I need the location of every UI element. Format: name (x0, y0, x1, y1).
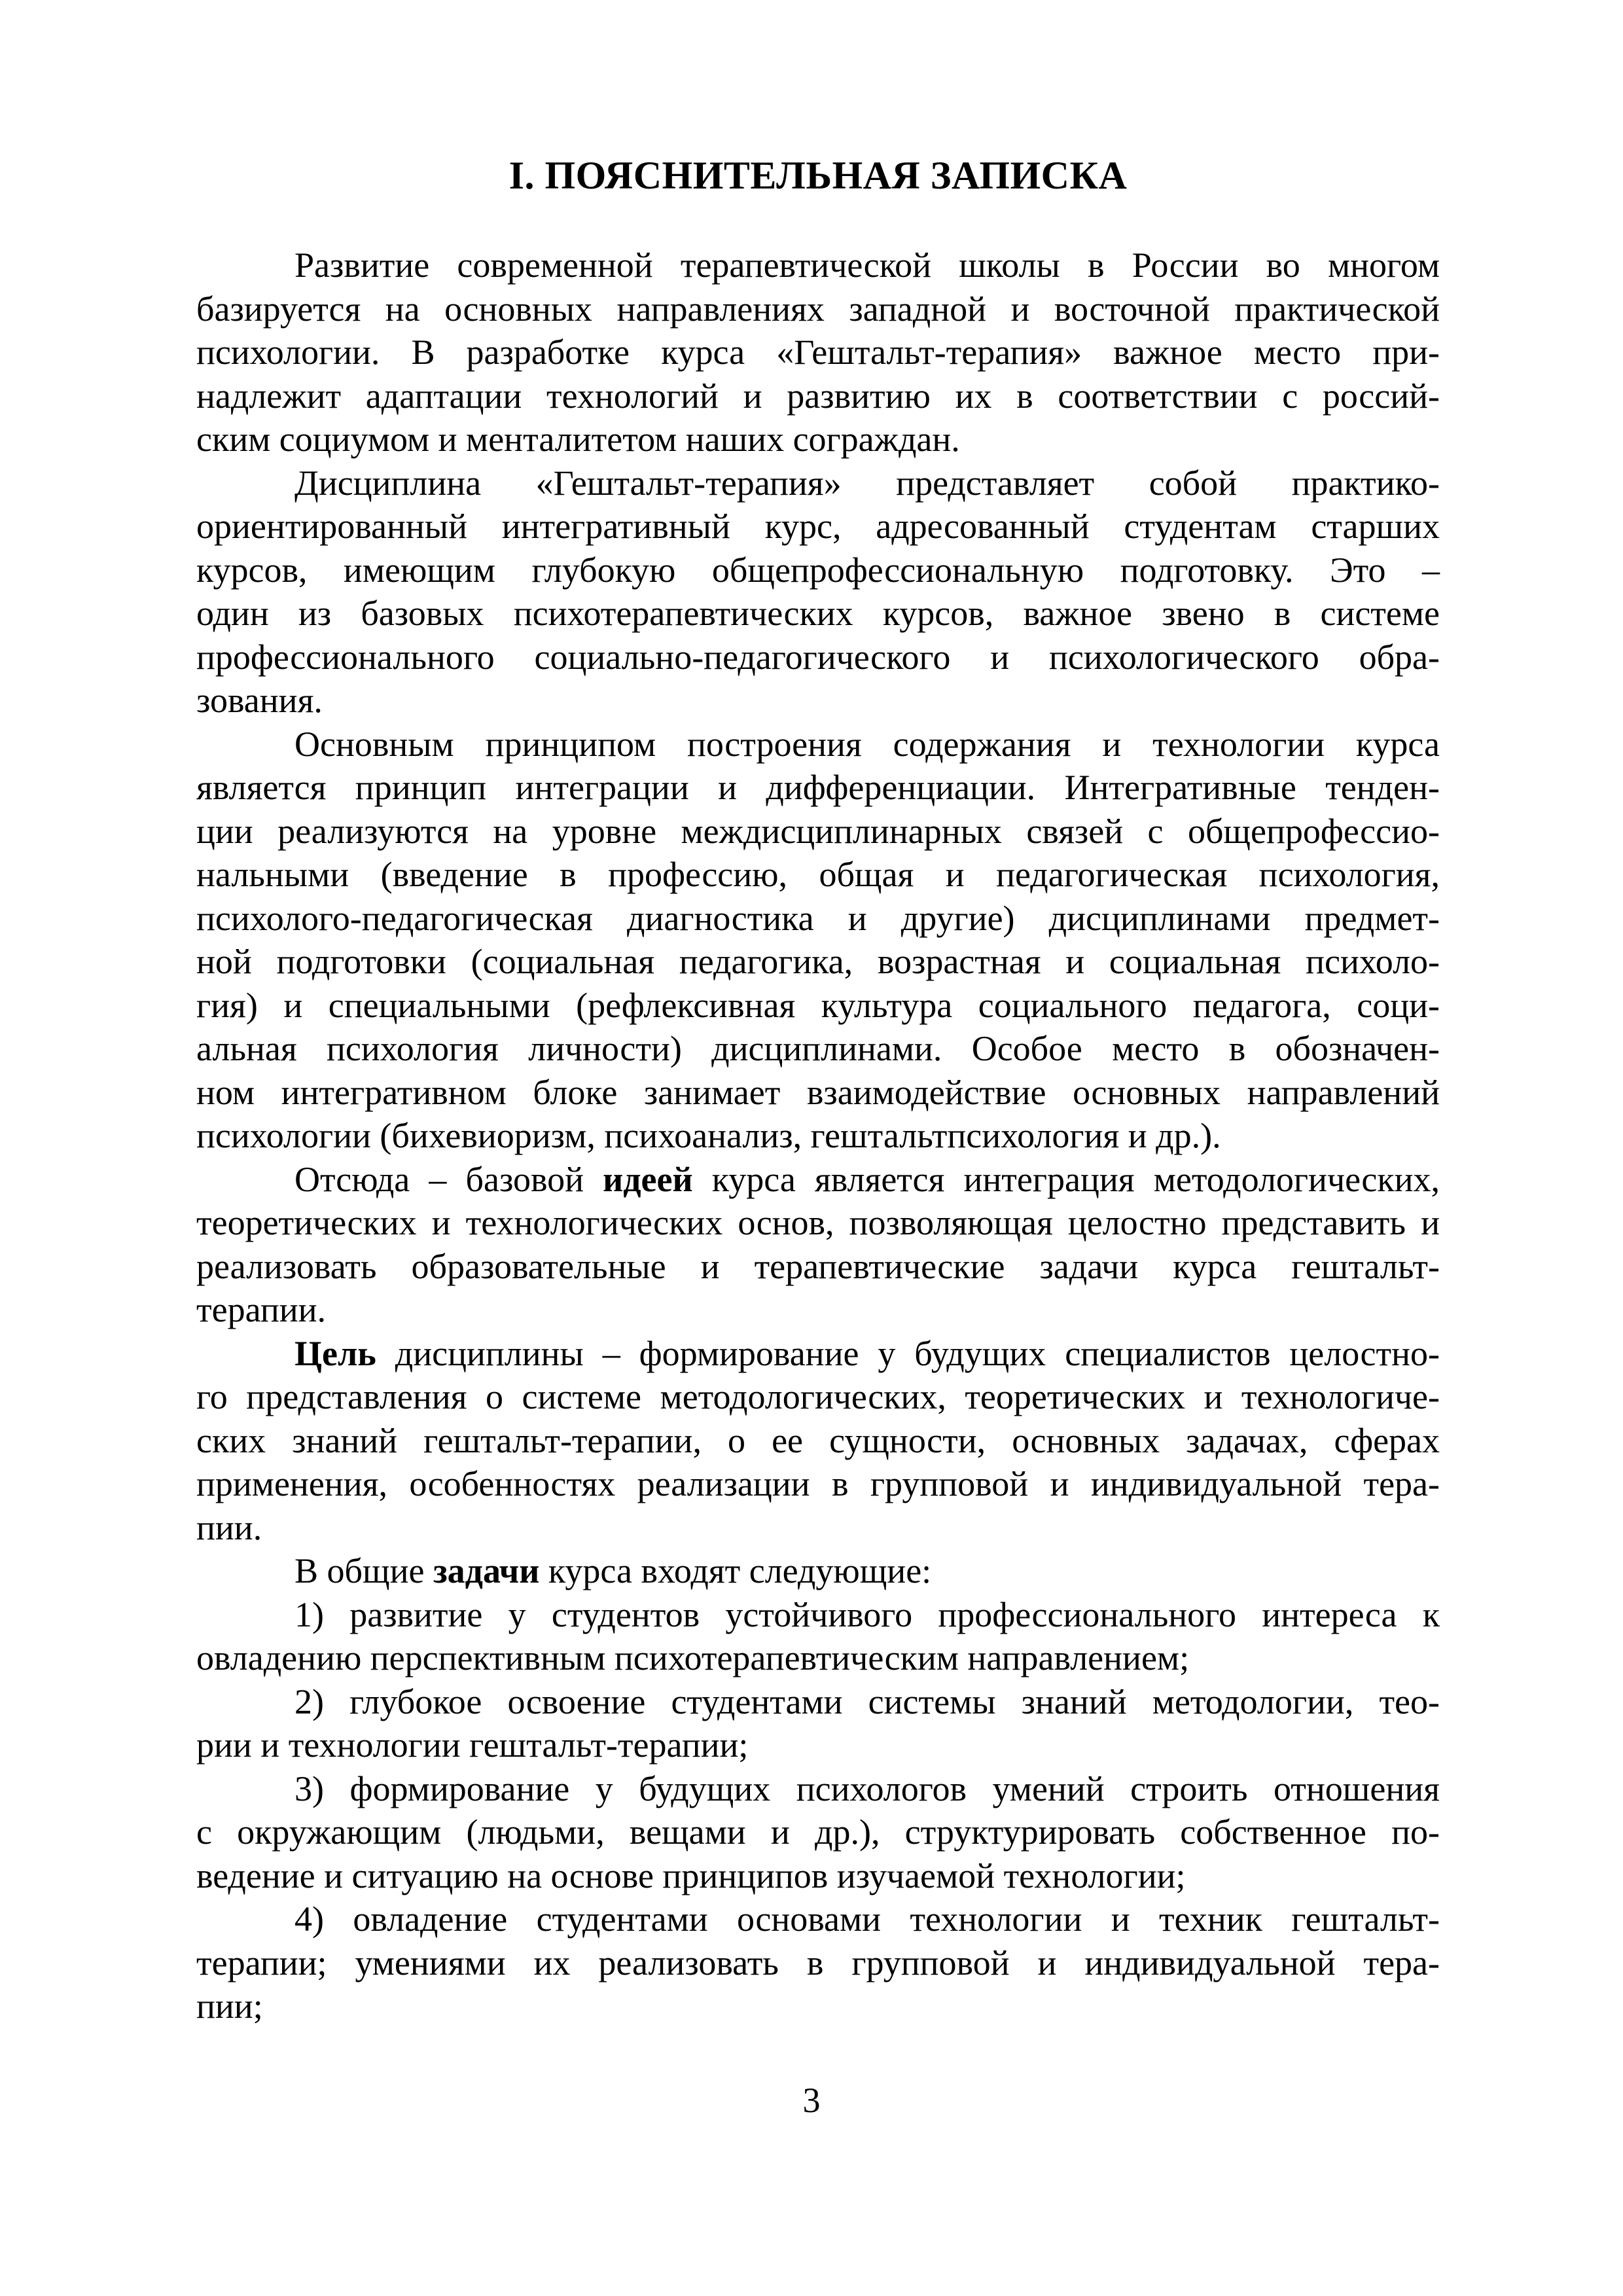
paragraph-5 (196, 1332, 1440, 1550)
text-line: го представления о системе методологических, теоретических и технологиче- (196, 1377, 1440, 1416)
text-line: психологии (бихевиоризм, психоанализ, гештальтпсихология и др.). (196, 1116, 1221, 1155)
page-number: 3 (802, 2081, 821, 2120)
text-line: овладению перспективным психотерапевтическим направлением; (196, 1638, 1190, 1677)
text-line: зования. (196, 681, 323, 720)
text-line: пии; (196, 1986, 263, 2026)
paragraph-3 (196, 723, 1440, 1158)
text-line: реализовать образовательные и терапевтические задачи курса гештальт- (196, 1246, 1440, 1286)
list-item-3 (196, 1767, 1440, 1898)
text-run: Отсюда – базовой (294, 1159, 603, 1199)
text-line: нальными (введение в профессию, общая и педагогическая психология, (196, 855, 1440, 894)
text-line: ведение и ситуацию на основе принципов изучаемой технологии; (196, 1856, 1186, 1895)
text-line: курсов, имеющим глубокую общепрофессиональную подготовку. Это – (196, 550, 1440, 590)
text-run: В общие (294, 1551, 433, 1590)
text-line: теоретических и технологических основ, позволяющая целостно представить и (196, 1203, 1440, 1242)
text-line: с окружающим (людьми, вещами и др.), структурировать собственное по- (196, 1812, 1440, 1852)
paragraph-2 (196, 461, 1440, 723)
text-line: ции реализуются на уровне междисциплинарных связей с общепрофессио- (196, 811, 1440, 851)
paragraph-1 (196, 243, 1440, 461)
text-line: Основным принципом построения содержания и технологии курса (294, 724, 1440, 764)
text-line: психологии. В разработке курса «Гештальт-терапия» важное место при- (196, 332, 1440, 372)
text-line: ном интегративном блоке занимает взаимодействие основных направлений (196, 1072, 1440, 1112)
text-line: ной подготовки (социальная педагогика, возрастная и социальная психоло- (196, 942, 1440, 981)
text-line: рии и технологии гештальт-терапии; (196, 1725, 749, 1765)
text-line (196, 1549, 1440, 1593)
text-line: терапии. (196, 1290, 327, 1329)
text-line: профессионального социально-педагогического и психологического обра- (196, 637, 1440, 677)
text-line: ским социумом и менталитетом наших сограждан. (196, 420, 960, 459)
text-line: 4) овладение студентами основами технологии и техник гештальт- (294, 1899, 1440, 1939)
list-item-2 (196, 1680, 1440, 1767)
text-line: терапии; умениями их реализовать в групповой и индивидуальной тера- (196, 1943, 1440, 1982)
text-line: один из базовых психотерапевтических курсов, важное звено в системе (196, 594, 1440, 633)
body-text (196, 243, 1440, 2028)
text-line: Дисциплина «Гештальт-терапия» представляет собой практико- (294, 463, 1440, 503)
section-heading: I. ПОЯСНИТЕЛЬНАЯ ЗАПИСКА (508, 154, 1128, 197)
text-line (196, 1158, 1440, 1202)
key-term-goal: Цель (294, 1333, 376, 1373)
text-line: применения, особенностях реализации в групповой и индивидуальной тера- (196, 1464, 1440, 1503)
key-term-idea: идеей (603, 1159, 693, 1199)
text-line: 1) развитие у студентов устойчивого профессионального интереса к (294, 1594, 1440, 1634)
text-run: курса является интеграция методологических, (692, 1159, 1440, 1199)
text-line: психолого-педагогическая диагностика и другие) дисциплинами предмет- (196, 898, 1440, 938)
paragraph-6 (196, 1549, 1440, 1593)
text-line: является принцип интеграции и дифференциации. Интегративные тенден- (196, 768, 1440, 807)
text-line: базируется на основных направлениях западной и восточной практической (196, 289, 1440, 329)
text-line: надлежит адаптации технологий и развитию их в соответствии с россий- (196, 376, 1440, 416)
text-line: альная психология личности) дисциплинами. Особое место в обозначен- (196, 1029, 1440, 1068)
text-line: 2) глубокое освоение студентами системы знаний методологии, тео- (294, 1681, 1440, 1721)
text-run: дисциплины – формирование у будущих специалистов целостно- (376, 1333, 1440, 1373)
text-line (196, 1332, 1440, 1376)
text-line: 3) формирование у будущих психологов умений строить отношения (294, 1768, 1440, 1808)
text-line: гия) и специальными (рефлексивная культура социального педагога, соци- (196, 985, 1440, 1025)
text-run: курса входят следующие: (539, 1551, 932, 1590)
list-item-4 (196, 1897, 1440, 2028)
text-line: Развитие современной терапевтической школы в России во многом (294, 245, 1440, 285)
text-line: ориентированный интегративный курс, адресованный студентам старших (196, 507, 1440, 546)
list-item-1 (196, 1593, 1440, 1680)
paragraph-4 (196, 1158, 1440, 1332)
text-line: пии. (196, 1507, 262, 1547)
text-line: ских знаний гештальт-терапии, о ее сущности, основных задачах, сферах (196, 1420, 1440, 1460)
key-term-tasks: задачи (433, 1551, 540, 1590)
